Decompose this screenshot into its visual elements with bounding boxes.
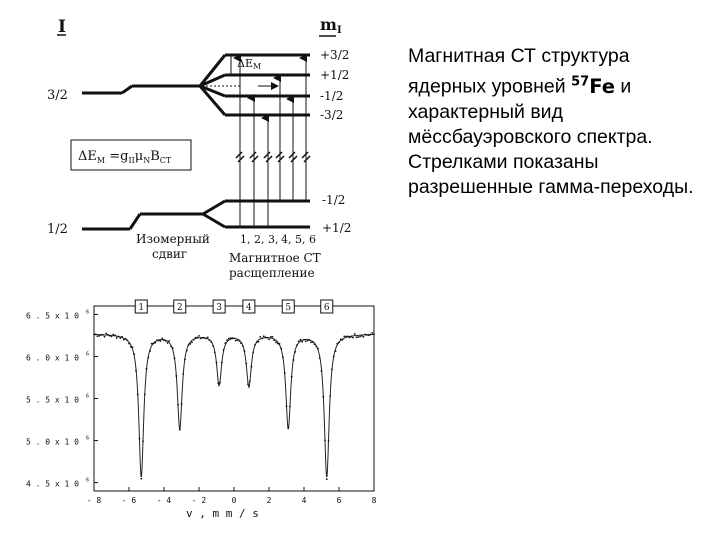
spectrum-point — [160, 340, 162, 342]
spectrum-point — [242, 345, 244, 347]
spectrum-point — [314, 343, 316, 345]
isomer-shift-label-line1: Изомерный — [136, 232, 210, 246]
y-tick-label-1: 6 . 0 x 1 0 — [26, 353, 79, 363]
spectrum-point — [205, 338, 207, 340]
y-tick-exp-1: 6 — [86, 351, 90, 358]
spectrum-point — [233, 337, 235, 339]
spectrum-point — [188, 344, 190, 346]
spectrum-point — [321, 370, 323, 372]
spectrum-point — [342, 339, 344, 341]
magnetic-split-label-line2: расщепление — [229, 266, 315, 280]
spectrum-point — [322, 396, 324, 398]
spectrum-point — [177, 404, 179, 406]
spectrum-point — [118, 336, 120, 338]
x-tick-label-4: 0 — [231, 496, 237, 505]
spectrum-point — [167, 342, 169, 344]
spectrum-point — [328, 440, 330, 442]
break-mark-1a — [236, 152, 242, 158]
spectrum-point — [251, 366, 253, 368]
spectrum-point — [249, 380, 251, 382]
spectrum-point — [104, 336, 106, 338]
peak-label-4: 4 — [246, 303, 252, 313]
spectrum-point — [354, 333, 356, 335]
spectrum-point — [125, 338, 127, 340]
spectrum-point — [350, 336, 352, 338]
spectrum-point — [373, 334, 375, 336]
spectrum-point — [310, 341, 312, 343]
spectrum-point — [109, 335, 111, 337]
spectrum-point — [265, 336, 267, 338]
break-mark-6b — [304, 156, 310, 162]
spectrum-point — [307, 340, 309, 342]
spectrum-point — [119, 337, 121, 339]
spectrum-point — [223, 349, 225, 351]
spectrum-point — [335, 350, 337, 352]
spectrum-point — [282, 356, 284, 358]
spectrum-point — [240, 342, 242, 344]
spectrum-point — [158, 340, 160, 342]
spectrum-point — [153, 342, 155, 344]
spectrum-point — [347, 335, 349, 337]
break-mark-2b — [252, 156, 258, 162]
isotope-mass: 57 — [571, 74, 590, 89]
spectrum-point — [336, 343, 338, 345]
spectrum-point — [357, 336, 359, 338]
peak-label-1: 1 — [138, 303, 145, 313]
spectrum-point — [135, 370, 137, 372]
x-tick-label-5: 2 — [266, 496, 272, 505]
spectrum-point — [329, 395, 331, 397]
peak-label-6: 6 — [323, 303, 330, 313]
isotope-symbol: Fe — [589, 74, 615, 98]
spectrum-point — [100, 334, 102, 336]
spectrum-point — [277, 343, 279, 345]
spectrum-point — [193, 339, 195, 341]
break-mark-2a — [250, 152, 256, 158]
sublevel-label-m1-2: -1/2 — [320, 89, 344, 103]
break-mark-6a — [302, 152, 308, 158]
spectrum-point — [116, 337, 118, 339]
spectrum-point — [366, 334, 368, 336]
sublevel-label-m3-2: -3/2 — [320, 108, 344, 122]
spectrum-point — [114, 334, 116, 336]
spectrum-point — [280, 348, 282, 350]
spectrum-point — [181, 403, 183, 405]
spectrum-point — [289, 406, 291, 408]
spectrum-point — [128, 343, 130, 345]
spectrum-point — [170, 346, 172, 348]
spectrum-point — [95, 333, 97, 335]
break-mark-1b — [238, 156, 244, 162]
x-tick-label-2: - 4 — [156, 496, 172, 505]
break-mark-4b — [278, 156, 284, 162]
isomer-shift-label-line2: сдвиг — [152, 247, 188, 261]
spectrum-point — [154, 342, 156, 344]
mossbauer-spectrum — [0, 290, 400, 540]
spectrum-point — [121, 336, 123, 338]
spectrum-point — [137, 394, 139, 396]
peak-label-2: 2 — [176, 303, 183, 313]
y-tick-exp-2: 6 — [86, 393, 90, 400]
x-axis-ticks — [87, 487, 377, 505]
y-axis-ticks — [26, 309, 98, 488]
spectrum-point — [133, 353, 135, 355]
spectrum-point — [144, 393, 146, 395]
spectrum-point — [343, 335, 345, 337]
spectrum-point — [168, 340, 170, 342]
spectrum-point — [98, 335, 100, 337]
spectrum-point — [266, 337, 268, 339]
spectrum-point — [254, 344, 256, 346]
spectrum-point — [261, 338, 263, 340]
spectrum-curve — [94, 335, 374, 477]
y-tick-exp-0: 6 — [86, 309, 90, 316]
spectrum-point — [259, 336, 261, 338]
spectrum-point — [112, 334, 114, 336]
spectrum-point — [231, 337, 233, 339]
spectrum-point — [349, 337, 351, 339]
spectrum-point — [151, 343, 153, 345]
spectrum-point — [111, 335, 113, 337]
spectrum-point — [161, 337, 163, 339]
spectrum-point — [221, 362, 223, 364]
spectrum-point — [363, 336, 365, 338]
spectrum-point — [202, 337, 204, 339]
spectrum-point — [312, 341, 314, 343]
spectrum-point — [284, 372, 286, 374]
spectrum-point — [326, 478, 328, 480]
spectrum-point — [235, 340, 237, 342]
x-tick-label-7: 6 — [336, 496, 342, 505]
x-axis-label: v , m m / s — [186, 507, 259, 520]
spectrum-point — [340, 338, 342, 340]
spectrum-point — [200, 337, 202, 339]
spectrum-point — [244, 350, 246, 352]
spectrum-point — [319, 357, 321, 359]
caption-part1: Магнитная СТ структура ядерных уровней — [408, 45, 630, 98]
y-tick-exp-4: 6 — [86, 477, 90, 484]
spectrum-point — [126, 340, 128, 342]
spectrum-point — [291, 376, 293, 378]
y-tick-label-2: 5 . 5 x 1 0 — [26, 395, 79, 405]
axis-I-label: I — [58, 17, 66, 37]
spin-excited-label: 3/2 — [47, 88, 68, 103]
y-tick-label-3: 5 . 0 x 1 0 — [26, 437, 79, 447]
spectrum-point — [102, 334, 104, 336]
spectrum-point — [256, 341, 258, 343]
spectrum-point — [364, 334, 366, 336]
spectrum-point — [198, 335, 200, 337]
spectrum-point — [139, 438, 141, 440]
y-tick-exp-3: 6 — [86, 435, 90, 442]
spectrum-point — [303, 339, 305, 341]
spectrum-point — [132, 346, 134, 348]
caption-part2: и характерный вид мёссбауэровского спектра. Стрелками показаны разрешенные гамма-переходы. — [408, 75, 694, 198]
y-tick-label-4: 4 . 5 x 1 0 — [26, 479, 79, 489]
spectrum-point — [268, 338, 270, 340]
spectrum-point — [370, 334, 372, 336]
sublevel-label-p3-2: +3/2 — [320, 48, 350, 62]
spectrum-point — [195, 337, 197, 339]
spectrum-point — [140, 478, 142, 480]
spectrum-point — [189, 343, 191, 345]
spectrum-point — [165, 340, 167, 342]
spectrum-point — [315, 346, 317, 348]
spectrum-point — [263, 335, 265, 337]
spectrum-point — [216, 362, 218, 364]
spectrum-point — [300, 339, 302, 341]
spectrum-point — [174, 357, 176, 359]
spectrum-point — [272, 336, 274, 338]
spectrum-point — [361, 335, 363, 337]
spectrum-point — [196, 337, 198, 339]
spectrum-point — [298, 340, 300, 342]
spectrum-point — [186, 350, 188, 352]
spectrum-point — [97, 335, 99, 337]
spectrum-point — [324, 439, 326, 441]
plot-frame — [94, 306, 374, 491]
spectrum-point — [245, 363, 247, 365]
spectrum-points — [93, 332, 375, 480]
spectrum-point — [203, 337, 205, 339]
spectrum-point — [93, 334, 95, 336]
spectrum-point — [308, 339, 310, 341]
sublevel-label-p1-2: +1/2 — [320, 68, 350, 82]
spectrum-point — [252, 351, 254, 353]
transitions-left-label: 1, 2, 3, — [240, 233, 279, 246]
peak-label-3: 3 — [216, 303, 222, 313]
peak-label-5: 5 — [285, 303, 292, 313]
spectrum-point — [184, 359, 186, 361]
spectrum-point — [226, 339, 228, 341]
spectrum-point — [207, 336, 209, 338]
spectrum-point — [301, 341, 303, 343]
spectrum-point — [230, 337, 232, 339]
spectrum-point — [317, 348, 319, 350]
spectrum-point — [123, 339, 125, 341]
spectrum-point — [182, 373, 184, 375]
spectrum-point — [258, 341, 260, 343]
x-tick-label-3: - 2 — [191, 496, 207, 505]
spectrum-point — [331, 368, 333, 370]
spectrum-point — [228, 338, 230, 340]
spin-ground-label: 1/2 — [47, 222, 68, 237]
spectrum-point — [273, 339, 275, 341]
spectrum-point — [305, 340, 307, 342]
magnetic-split-label-line1: Магнитное СТ — [229, 251, 321, 265]
spectrum-point — [217, 382, 219, 384]
spectrum-point — [238, 340, 240, 342]
spectrum-point — [356, 336, 358, 338]
spectrum-point — [296, 344, 298, 346]
spectrum-point — [146, 368, 148, 370]
x-tick-label-6: 4 — [301, 496, 307, 505]
spectrum-point — [147, 357, 149, 359]
spectrum-point — [172, 347, 174, 349]
spectrum-point — [156, 339, 158, 341]
spectrum-point — [275, 342, 277, 344]
excited-levels — [82, 55, 310, 115]
spectrum-point — [214, 351, 216, 353]
spectrum-point — [212, 345, 214, 347]
break-mark-3b — [266, 156, 272, 162]
spectrum-point — [247, 383, 249, 385]
spectrum-point — [359, 336, 361, 338]
spectrum-point — [224, 342, 226, 344]
spectrum-point — [287, 427, 289, 429]
sublevel-label-ground-m1-2: -1/2 — [322, 193, 346, 207]
spectrum-point — [279, 343, 281, 345]
level-diagram — [0, 0, 400, 290]
spectrum-point — [286, 405, 288, 407]
spectrum-point — [368, 334, 370, 336]
x-tick-label-1: - 6 — [121, 496, 137, 505]
spectrum-point — [210, 341, 212, 343]
transitions-right-label: 4, 5, 6 — [281, 233, 316, 246]
spectrum-point — [345, 336, 347, 338]
spectrum-point — [237, 339, 239, 341]
spectrum-point — [107, 334, 109, 336]
axis-mI-label: mI — [320, 15, 342, 36]
spectrum-point — [270, 336, 272, 338]
spectrum-point — [175, 375, 177, 377]
x-tick-label-0: - 8 — [86, 496, 102, 505]
spectrum-point — [293, 359, 295, 361]
spectrum-point — [333, 356, 335, 358]
spectrum-point — [294, 351, 296, 353]
delta-em-label: ΔEM — [237, 57, 262, 71]
y-tick-label-0: 6 . 5 x 1 0 — [26, 311, 79, 321]
spectrum-point — [371, 332, 373, 334]
spectrum-point — [219, 382, 221, 384]
caption-text — [408, 44, 708, 200]
spectrum-point — [163, 339, 165, 341]
spectrum-point — [142, 440, 144, 442]
break-mark-4a — [276, 152, 282, 158]
break-mark-3a — [264, 152, 270, 158]
formula-text: $\Delta E_M =g_{II}\mu_NB_{CT}$ — [78, 149, 172, 165]
spectrum-point — [338, 341, 340, 343]
spectrum-point — [149, 350, 151, 352]
spectrum-point — [191, 341, 193, 343]
spectrum-point — [105, 333, 107, 335]
spectrum-point — [130, 346, 132, 348]
spectrum-point — [179, 429, 181, 431]
break-mark-5b — [291, 156, 297, 162]
spectrum-point — [352, 337, 354, 339]
spectrum-point — [209, 339, 211, 341]
isotope-label — [571, 75, 615, 98]
break-mark-5a — [289, 152, 295, 158]
x-tick-label-8: 8 — [371, 496, 377, 505]
ground-levels — [82, 201, 310, 229]
sublevel-label-ground-p1-2: +1/2 — [322, 221, 352, 235]
